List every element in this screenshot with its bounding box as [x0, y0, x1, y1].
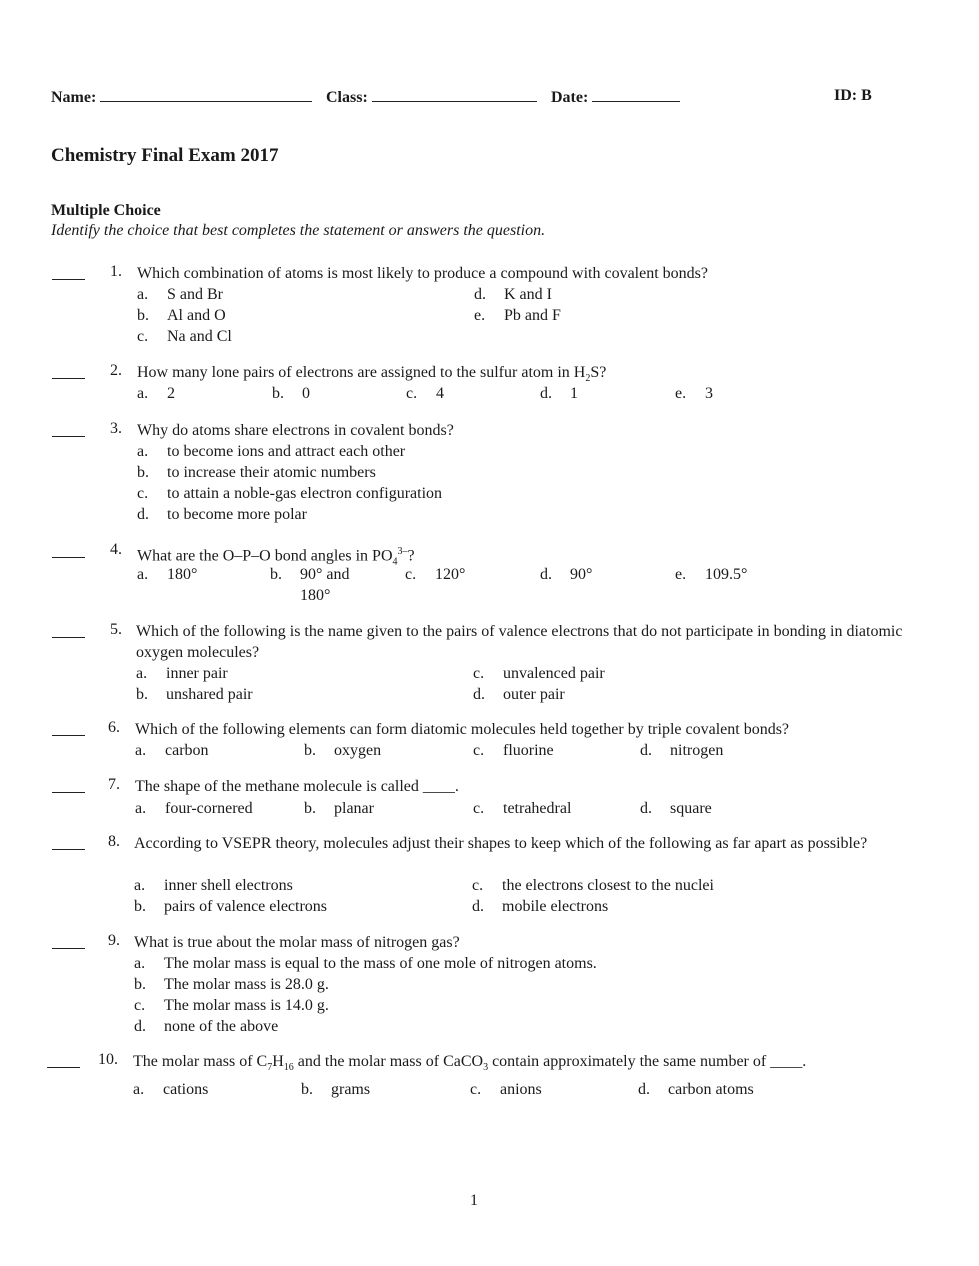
option-c	[472, 875, 714, 896]
answer-blank[interactable]	[52, 547, 85, 558]
option-text: square	[670, 800, 712, 817]
option-c	[405, 564, 465, 585]
option-text: unshared pair	[166, 686, 253, 703]
option-letter: c.	[470, 1081, 482, 1098]
option-b	[304, 798, 374, 819]
option-text: to attain a noble-gas electron configuration	[167, 485, 443, 502]
question-number: 3.	[110, 420, 122, 437]
name-blank[interactable]	[100, 87, 312, 102]
option-a	[137, 564, 197, 585]
stem-fragment: How many lone pairs of electrons are assigned to the sulfur atom in H	[137, 364, 586, 381]
option-letter: a.	[134, 877, 146, 894]
name-label: Name:	[51, 89, 97, 106]
option-text: Na and Cl	[167, 328, 232, 345]
option-a	[135, 798, 253, 819]
answer-blank[interactable]	[52, 782, 85, 793]
option-text: 90°	[570, 566, 593, 583]
option-letter: a.	[137, 385, 149, 402]
class-blank[interactable]	[372, 87, 537, 102]
option-letter: b.	[272, 385, 284, 402]
option-letter: b.	[134, 976, 146, 993]
option-d	[137, 504, 307, 525]
stem-fragment: S?	[590, 364, 607, 381]
option-d	[640, 798, 712, 819]
option-text: mobile electrons	[502, 898, 609, 915]
option-b	[301, 1079, 370, 1100]
option-text: 180°	[167, 566, 198, 583]
option-text: to become more polar	[167, 506, 307, 523]
option-text: carbon atoms	[668, 1081, 754, 1098]
class-label: Class:	[326, 89, 368, 106]
date-label: Date:	[551, 89, 589, 106]
question-number: 10.	[98, 1051, 118, 1068]
option-a	[137, 441, 405, 462]
option-letter: b.	[136, 686, 148, 703]
date-blank[interactable]	[592, 87, 680, 102]
option-e	[474, 305, 561, 326]
option-c	[473, 798, 571, 819]
page-number: 1	[470, 1192, 478, 1209]
option-letter: e.	[474, 307, 486, 324]
question-number: 5.	[110, 621, 122, 638]
option-d	[472, 896, 608, 917]
option-letter: d.	[640, 742, 652, 759]
option-text: 109.5°	[705, 566, 748, 583]
stem-fragment: 4	[392, 556, 398, 568]
option-text: Al and O	[167, 307, 226, 324]
option-c	[137, 483, 442, 504]
question-number: 8.	[108, 833, 120, 850]
option-text: cations	[163, 1081, 209, 1098]
answer-blank[interactable]	[52, 269, 85, 280]
option-letter: a.	[133, 1081, 145, 1098]
question-stem: What is true about the molar mass of nitrogen gas?	[134, 934, 460, 951]
question-stem	[137, 541, 917, 573]
question-stem: Which of the following is the name given to the pairs of valence electrons that do not participate in bonding in diatomic oxygen molecules?	[136, 623, 903, 661]
stem-fragment: 3	[483, 1062, 489, 1074]
question-stem: The shape of the methane molecule is called ____.	[135, 778, 459, 795]
option-text: to increase their atomic numbers	[167, 464, 376, 481]
option-text: the electrons closest to the nuclei	[502, 877, 714, 894]
option-c	[473, 740, 554, 761]
stem-fragment: 7	[267, 1062, 273, 1074]
question-stem: Why do atoms share electrons in covalent bonds?	[137, 422, 454, 439]
option-b	[137, 462, 376, 483]
option-d	[640, 740, 723, 761]
option-b	[137, 305, 226, 326]
option-b	[272, 383, 310, 404]
option-text: 0	[302, 385, 310, 402]
option-letter: b.	[304, 742, 316, 759]
question-number: 7.	[108, 776, 120, 793]
question-stem: Which of the following elements can form diatomic molecules held together by triple covalent bonds?	[135, 721, 790, 738]
option-letter: c.	[473, 742, 485, 759]
option-c	[470, 1079, 542, 1100]
option-letter: b.	[301, 1081, 313, 1098]
option-text: K and I	[504, 286, 552, 303]
option-letter: a.	[135, 742, 147, 759]
stem-fragment: ?	[407, 547, 415, 565]
option-text: carbon	[165, 742, 209, 759]
option-text: fluorine	[503, 742, 554, 759]
option-letter: d.	[137, 506, 149, 523]
class-field	[326, 87, 537, 107]
option-text: 180°	[300, 587, 331, 604]
answer-blank[interactable]	[52, 725, 85, 736]
answer-blank[interactable]	[52, 368, 85, 379]
option-letter: b.	[270, 566, 282, 583]
option-c	[134, 995, 329, 1016]
option-d	[540, 383, 578, 404]
exam-title: Chemistry Final Exam 2017	[51, 145, 279, 166]
option-text: four-cornered	[165, 800, 253, 817]
option-d	[638, 1079, 754, 1100]
option-d	[134, 1016, 278, 1037]
option-c	[406, 383, 444, 404]
option-b	[136, 684, 253, 705]
option-letter: d.	[474, 286, 486, 303]
option-b	[304, 740, 381, 761]
option-letter: c.	[405, 566, 417, 583]
option-letter: a.	[136, 665, 148, 682]
option-letter: d.	[472, 898, 484, 915]
option-a	[137, 383, 175, 404]
question-number: 2.	[110, 362, 122, 379]
stem-fragment: 3–	[397, 546, 408, 557]
answer-blank[interactable]	[52, 426, 85, 437]
option-letter: b.	[137, 464, 149, 481]
option-text: pairs of valence electrons	[164, 898, 328, 915]
option-letter: a.	[137, 566, 149, 583]
option-letter: d.	[540, 566, 552, 583]
stem-fragment: The molar mass of C	[133, 1053, 268, 1070]
option-d	[473, 684, 565, 705]
option-b	[134, 974, 329, 995]
option-c	[473, 663, 605, 684]
option-d	[540, 564, 592, 585]
option-letter: d.	[640, 800, 652, 817]
option-letter: a.	[137, 286, 149, 303]
option-letter: c.	[406, 385, 418, 402]
stem-fragment: contain approximately the same number of ____.	[488, 1053, 807, 1070]
option-text: unvalenced pair	[503, 665, 605, 682]
exam-id: ID: B	[834, 87, 872, 104]
answer-blank[interactable]	[47, 1057, 80, 1068]
answer-blank[interactable]	[52, 627, 85, 638]
answer-blank[interactable]	[52, 839, 85, 850]
option-d	[474, 284, 552, 305]
option-text: inner pair	[166, 665, 228, 682]
option-b-continued	[300, 585, 330, 606]
option-text: Pb and F	[504, 307, 561, 324]
option-a	[137, 284, 223, 305]
answer-blank[interactable]	[52, 938, 85, 949]
option-letter: b.	[134, 898, 146, 915]
option-letter: b.	[304, 800, 316, 817]
option-letter: a.	[135, 800, 147, 817]
option-text: anions	[500, 1081, 542, 1098]
option-a	[136, 663, 228, 684]
date-field	[551, 87, 680, 107]
option-text: 2	[167, 385, 175, 402]
option-text: 3	[705, 385, 713, 402]
option-text: The molar mass is equal to the mass of one mole of nitrogen atoms.	[164, 955, 597, 972]
option-letter: d.	[540, 385, 552, 402]
option-text: The molar mass is 14.0 g.	[164, 997, 329, 1014]
option-letter: c.	[472, 877, 484, 894]
option-text: none of the above	[164, 1018, 279, 1035]
option-e	[675, 564, 747, 585]
option-b	[134, 896, 327, 917]
question-number: 9.	[108, 932, 120, 949]
option-letter: d.	[134, 1018, 146, 1035]
question-number: 1.	[110, 263, 122, 280]
option-a	[135, 740, 209, 761]
question-stem	[133, 1051, 933, 1078]
option-letter: d.	[473, 686, 485, 703]
option-text: 1	[570, 385, 578, 402]
option-letter: b.	[137, 307, 149, 324]
option-letter: e.	[675, 385, 687, 402]
question-stem: Which combination of atoms is most likely to produce a compound with covalent bonds?	[137, 265, 708, 282]
option-letter: a.	[137, 443, 149, 460]
option-c	[137, 326, 232, 347]
section-instructions: Identify the choice that best completes the statement or answers the question.	[51, 222, 546, 239]
question-number: 4.	[110, 541, 122, 558]
option-text: inner shell electrons	[164, 877, 293, 894]
stem-fragment: 2	[585, 373, 591, 385]
option-letter: c.	[134, 997, 146, 1014]
section-heading: Multiple Choice	[51, 202, 161, 219]
option-text: planar	[334, 800, 374, 817]
option-letter: c.	[137, 485, 149, 502]
option-text: tetrahedral	[503, 800, 572, 817]
option-text: S and Br	[167, 286, 223, 303]
option-letter: d.	[638, 1081, 650, 1098]
option-letter: a.	[134, 955, 146, 972]
option-letter: c.	[473, 665, 485, 682]
option-text: 4	[436, 385, 444, 402]
name-field	[51, 87, 312, 107]
option-text: 90° and	[300, 566, 350, 583]
option-a	[134, 875, 293, 896]
option-text: grams	[331, 1081, 371, 1098]
option-e	[675, 383, 713, 404]
stem-fragment: H	[272, 1053, 284, 1070]
option-text: oxygen	[334, 742, 382, 759]
option-text: outer pair	[503, 686, 565, 703]
question-stem: According to VSEPR theory, molecules adjust their shapes to keep which of the following as far apart as possible?	[134, 835, 868, 852]
question-number: 6.	[108, 719, 120, 736]
option-text: 120°	[435, 566, 466, 583]
option-text: nitrogen	[670, 742, 724, 759]
option-text: The molar mass is 28.0 g.	[164, 976, 329, 993]
question-stem	[137, 362, 917, 389]
option-letter: e.	[675, 566, 687, 583]
stem-fragment: What are the O–P–O bond angles in PO	[137, 547, 393, 565]
option-a	[134, 953, 597, 974]
stem-fragment: 16	[283, 1062, 294, 1074]
option-a	[133, 1079, 208, 1100]
option-b	[270, 564, 350, 585]
option-letter: c.	[137, 328, 149, 345]
stem-fragment: and the molar mass of CaCO	[293, 1053, 484, 1070]
option-letter: c.	[473, 800, 485, 817]
option-text: to become ions and attract each other	[167, 443, 406, 460]
